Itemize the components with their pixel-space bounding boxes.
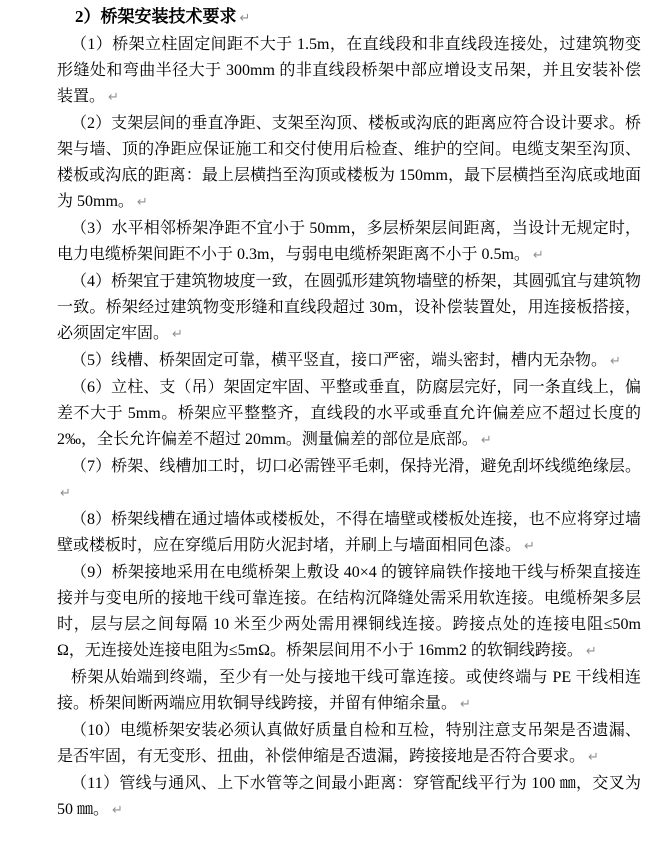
- paragraph: [57, 665, 641, 718]
- paragraph-return-mark: ↵: [532, 248, 544, 263]
- paragraph: [57, 771, 641, 824]
- paragraph-text: （2）支架层间的垂直净距、支架至沟顶、楼板或沟底的距离应符合设计要求。桥架与墙、顶的净距应保证施工和交付使用后检查、维护的空间。电缆支架至沟顶、楼板或沟底的距离：最上层横挡至沟顶或楼板为 150mm，最下层横挡至沟底或地面为 50mm。: [57, 115, 641, 210]
- paragraph-return-mark: ↵: [172, 327, 183, 342]
- paragraph: [57, 269, 641, 348]
- paragraph-text: （5）线槽、桥架固定可靠，横平竖直，接口严密，端头密封，槽内无杂物。: [71, 352, 608, 369]
- paragraph-return-mark: ↵: [585, 644, 597, 659]
- paragraph: [57, 718, 641, 771]
- paragraph-return-mark: ↵: [588, 750, 599, 765]
- paragraph-text: （4）桥架宜于建筑物坡度一致，在圆弧形建筑物墙壁的桥架，其圆弧宜与建筑物一致。桥架经过建筑物变形缝和直线段超过 30m，设补偿装置处，用连接板搭接，必须固定牢固。: [57, 273, 641, 342]
- paragraph: [57, 348, 641, 375]
- paragraph-text: （7）桥架、线槽加工时，切口必需锉平毛刺，保持光滑，避免刮坏线缆绝缘层。: [71, 458, 641, 475]
- paragraph-text: （10）电缆桥架安装必须认真做好质量自检和互检，特别注意支吊架是否遗漏、是否牢固，有无变形、扭曲，补偿伸缩是否遗漏，跨接接地是否符合要求。: [57, 722, 641, 765]
- paragraph-text: （8）桥架线槽在通过墙体或楼板处，不得在墙壁或楼板处连接，也不应将穿过墙壁或楼板时，应在穿缆后用防火泥封堵，并刷上与墙面相同色漆。: [57, 511, 641, 554]
- paragraph: [57, 375, 641, 454]
- paragraph-text: （11）管线与通风、上下水管等之间最小距离：穿管配线平行为 100 ㎜，交叉为 50 ㎜。: [57, 775, 641, 818]
- paragraph: [57, 454, 641, 507]
- paragraph-return-mark: ↵: [239, 11, 251, 26]
- paragraph: [57, 216, 641, 269]
- paragraph-return-mark: ↵: [524, 539, 535, 554]
- paragraph-return-mark: ↵: [108, 90, 119, 105]
- paragraph-return-mark: ↵: [112, 803, 123, 818]
- paragraph: [57, 111, 641, 216]
- paragraph-return-mark: ↵: [480, 433, 492, 448]
- paragraph: [57, 507, 641, 560]
- section-heading-text: 2）桥架安装技术要求: [75, 7, 237, 26]
- paragraph: [57, 32, 641, 111]
- paragraph: [57, 560, 641, 665]
- paragraph-return-mark: ↵: [60, 486, 71, 501]
- paragraph-return-mark: ↵: [610, 354, 621, 369]
- paragraph-return-mark: ↵: [460, 697, 471, 712]
- paragraph-text: （9）桥架接地采用在电缆桥架上敷设 40×4 的镀锌扁铁作接地干线与桥架直接连接并与变电所的接地干线可靠连接。在结构沉降缝处需采用软连接。电缆桥架多层时，层与层之间每隔 10 米至少两处需用裸铜线连接。跨接点处的连接电阻≤50mΩ，无连接处连接电阻为≤5mΩ。桥架层间用不小于 16mm2 的软铜线跨接。: [57, 564, 641, 659]
- paragraph-return-mark: ↵: [136, 195, 148, 210]
- paragraph-text: （1）桥架立柱固定间距不大于 1.5m，在直线段和非直线段连接处，过建筑物变形缝处和弯曲半径大于 300mm 的非直线段桥架中部应增设支吊架，并且安装补偿装置。: [57, 36, 641, 105]
- paragraph-text: 桥架从始端到终端，至少有一处与接地干线可靠连接。或使终端与 PE 干线相连接。桥架间断两端应用软铜导线跨接，并留有伸缩余量。: [57, 669, 641, 712]
- section-heading: [75, 4, 641, 32]
- paragraph-text: （3）水平相邻桥架净距不宜小于 50mm，多层桥架层间距离，当设计无规定时，电力电缆桥架间距不小于 0.3m，与弱电电缆桥架距离不小于 0.5m。: [57, 220, 641, 263]
- paragraph-text: （6）立柱、支（吊）架固定牢固、平整或垂直，防腐层完好，同一条直线上，偏差不大于 5mm。桥架应平整整齐，直线段的水平或垂直允许偏差应不超过长度的 2‰，全长允许偏差不超过 20mm。测量偏差的部位是底部。: [57, 379, 641, 448]
